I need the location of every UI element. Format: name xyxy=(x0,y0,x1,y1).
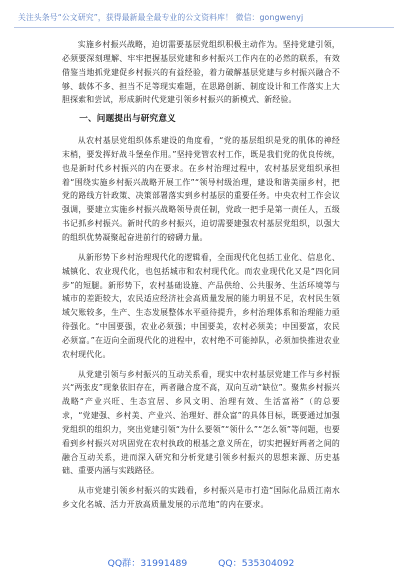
header-divider xyxy=(14,27,394,28)
section-heading: 一、问题提出与研究意义 xyxy=(79,114,176,125)
qq-group-label: QQ群：31991489 xyxy=(107,558,188,569)
footer-contact xyxy=(62,555,340,569)
paragraph: 从市党建引领乡村振兴的实践看，乡村振兴是市打造“国际化品质江南水乡文化名城、活力开放高质量发展的示范地”的内在要求。 xyxy=(62,486,340,510)
qq-contact-label: QQ：535304092 xyxy=(218,558,295,569)
paragraph: 从党建引领与乡村振兴的互动关系看，现实中农村基层党建工作与乡村振兴“两张皮”现象依旧存在，两者融合度不高，双向互动“缺位”。聚焦乡村振兴战略“产业兴旺、生态宜居、乡风文明、治理有效、生活富裕”（的总要求，“党建强、乡村美、产业兴、治理好、群众富”的具体目标，既要通过加强党组织的组织力，突出党建引领“为什么要领”“领什么”“怎么领”等问题，也要看到乡村振兴对巩固党在农村执政的根基之意义所在，切实把握好两者之间的融合互动关系，进而深入研究和分析党建引领乡村振兴的思想来源、历史基础、重要内涵与实践路径。 xyxy=(62,369,340,476)
paragraph: 实施乡村振兴战略，迫切需要基层党组织积极主动作为。坚持党建引领，必须要深刻理解、牢牢把握基层党建和乡村振兴工作内在的必然的联系，有效借鉴当地抓党建促乡村振兴的有益经验，着力破解基层党建与乡村振兴融合不够、载体不多、担当不足等现实难题，在思路创新、制度设计和工作落实上大胆探索和尝试，形成新时代党建引领乡村振兴的新模式、新经验。 xyxy=(62,40,340,105)
paragraph: 从农村基层党组织体系建设的角度看，“党的基层组织是党的肌体的神经末梢，要发挥好战斗堡垒作用。”坚持党管农村工作，既是我们党的优良传统，也是新时代乡村振兴的内在要求。在乡村治理过程中，农村基层党组织承担着“围绕实施乡村振兴战略开展工作”“领导村级治理，建设和谐美丽乡村，把党的路线方针政策、决策部署落实到乡村基层的重要任务。中央农村工作会议强调，要建立实施乡村振兴战略领导责任制，党政一把手是第一责任人，五级书记抓乡村振兴。新时代的乡村振兴，迫切需要建强农村基层党组织，以强大的组织优势凝聚起奋进前行的磅礴力量。 xyxy=(62,136,340,242)
document-body xyxy=(62,38,340,518)
header-banner: 关注头条号“公文研究”，获得最新最全最专业的公文资料库！ 微信：gongwenyj xyxy=(18,13,304,22)
paragraph: 从新形势下乡村治理现代化的逻辑看，全面现代化包括工业化、信息化、城镇化、农业现代化，也包括城市和农村现代化。而农业现代化又是“四化同步”的短腿。新形势下，农村基础设施、产品供给、公共服务、生活环境等与城市的差距较大，农民适应经济社会高质量发展的能力明显不足，农村民生领域欠账较多，生产、生态发展整体水平亟待提升，乡村治理体系和治理能力亟待强化。“中国要强，农业必须强；中国要美，农村必须美；中国要富，农民必须富。”在迈向全面现代化的进程中，农村绝不可能掉队，必须加快推进农业农村现代化。 xyxy=(62,252,340,359)
